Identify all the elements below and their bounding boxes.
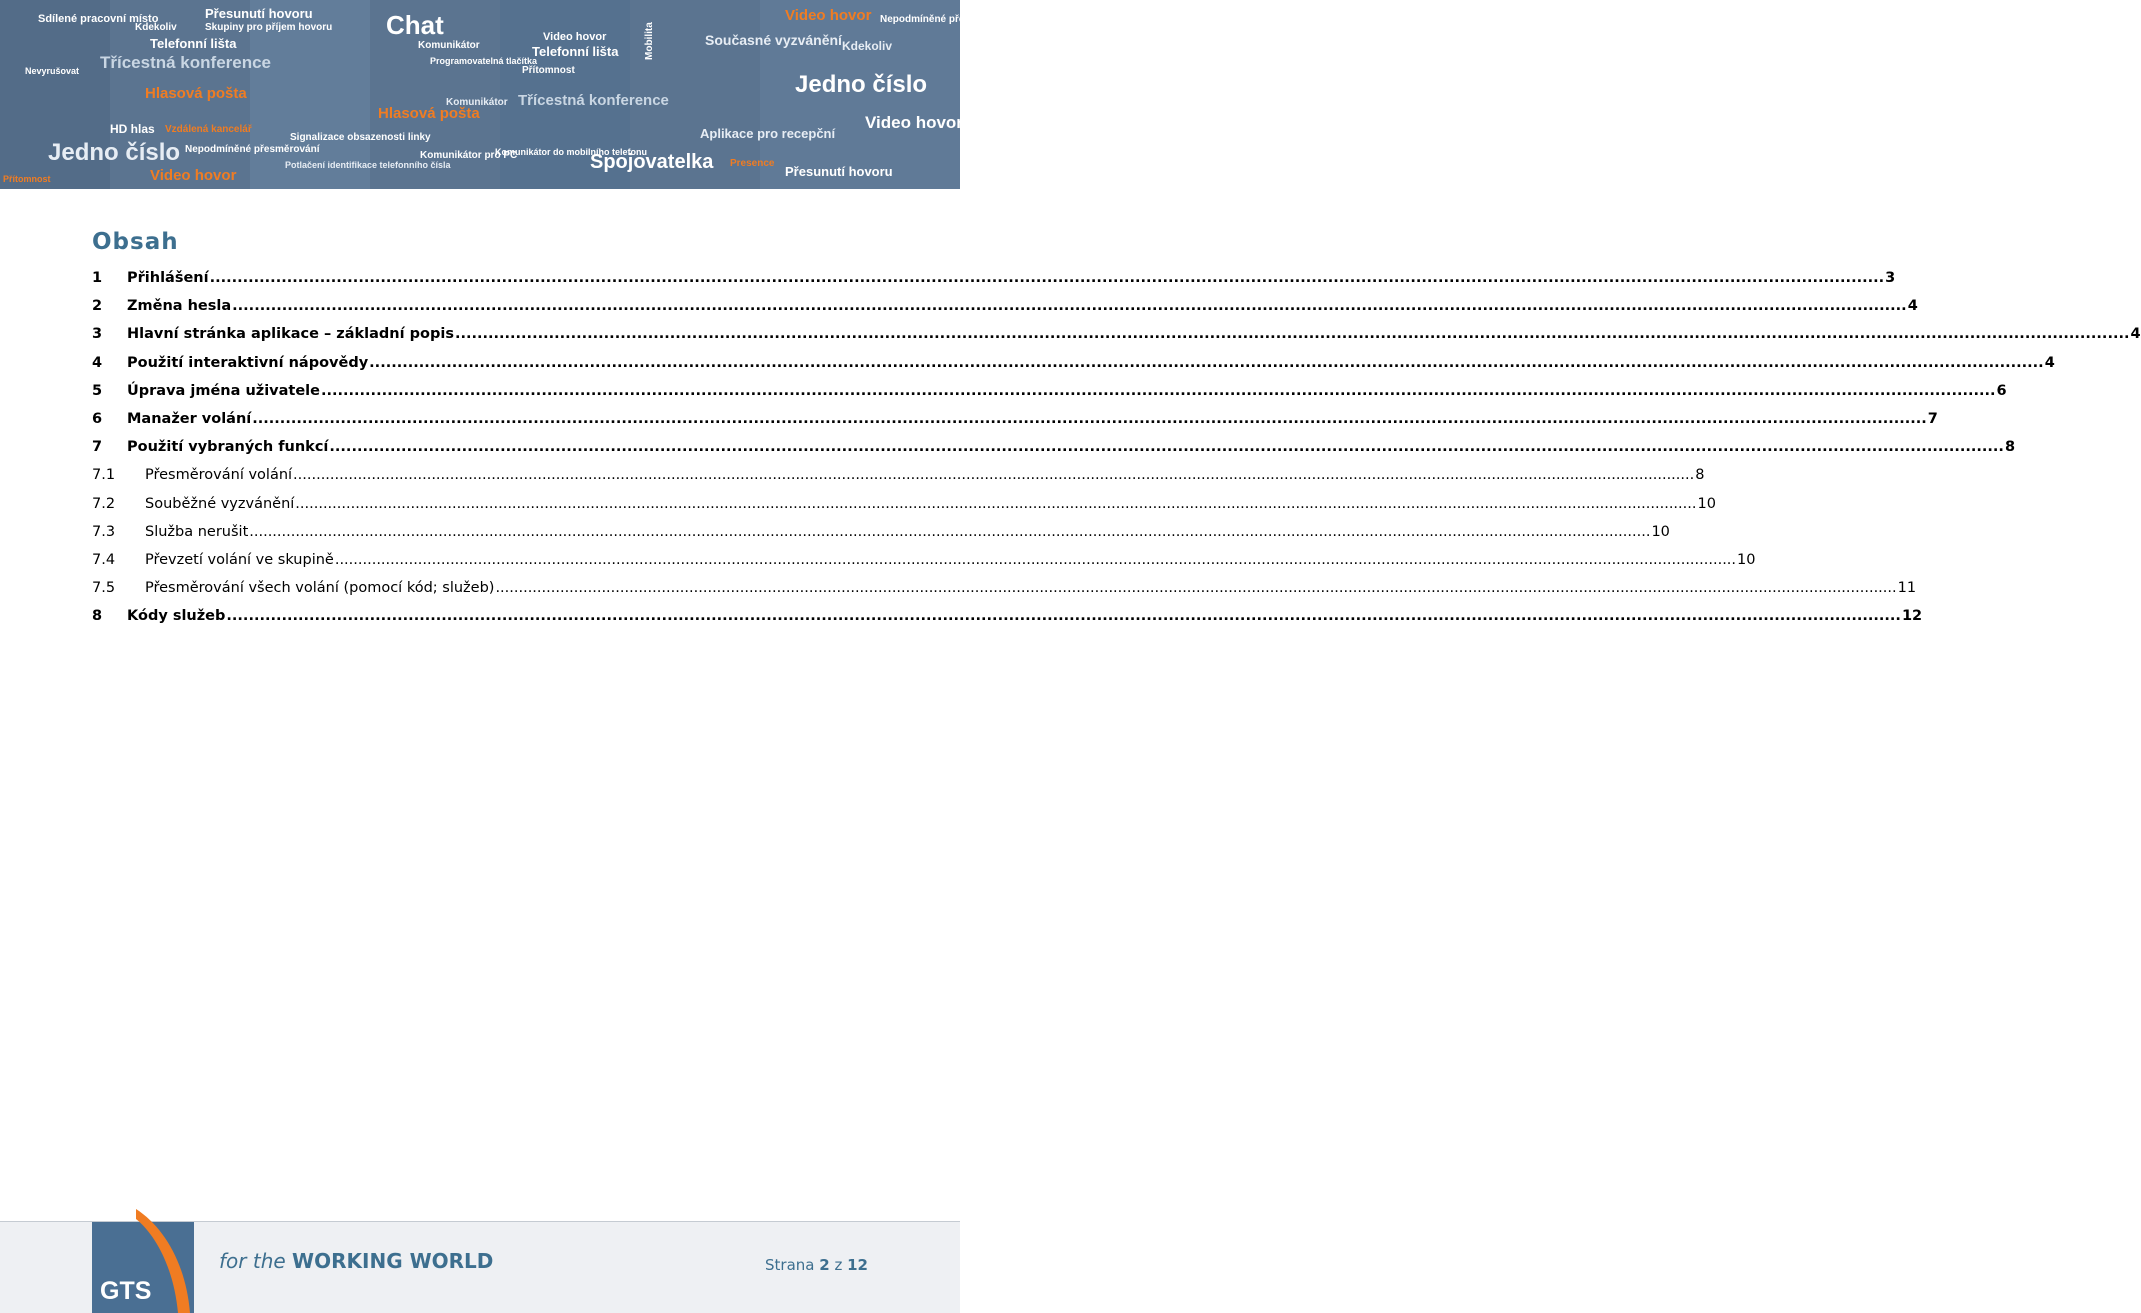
banner-word: Komunikátor do mobilního telefonu (495, 147, 647, 157)
banner-word: Nepodmíněné přesměrování (880, 14, 1015, 25)
toc-entry-title: Použití vybraných funkcí (127, 439, 329, 456)
banner-word: Programovatelná tlačítka (430, 56, 538, 66)
toc-entry-page: 4 (2044, 354, 2055, 371)
toc-entry[interactable] (92, 298, 1918, 326)
banner-word: Hlasová pošta (145, 85, 247, 102)
toc-entry-title: Hlavní stránka aplikace – základní popis (127, 326, 454, 343)
banner-word: Třícestná konference (100, 53, 272, 72)
banner-word: Přesunutí hovoru (785, 164, 893, 179)
banner-word: Sdílené pracovní místo (38, 13, 159, 25)
page-current: 2 (819, 1256, 830, 1274)
tagline-emphasis: WORKING WORLD (292, 1249, 494, 1273)
toc-leader-dots (293, 467, 1694, 483)
logo-text: GTS (100, 1277, 152, 1305)
toc-subentry[interactable] (92, 551, 1756, 580)
banner-word: Telefonní lišta (532, 44, 619, 59)
toc-entry-title: Kódy služeb (127, 608, 226, 625)
toc-leader-dots (232, 298, 1907, 314)
toc-entry-number: 3 (92, 326, 103, 343)
banner-word: Vzdálená kancelář (165, 124, 252, 135)
toc-entry-page: 10 (1737, 551, 1756, 568)
toc-entry-number: 7.5 (92, 580, 116, 597)
toc-entry-number: 1 (92, 270, 103, 286)
toc-subentry[interactable] (92, 467, 1705, 495)
toc-leader-dots (495, 580, 1896, 596)
toc-entry-number: 6 (92, 410, 103, 427)
toc-subentry[interactable] (92, 495, 1716, 524)
banner-word: Komunikátor (446, 97, 508, 108)
toc-leader-dots (321, 383, 1996, 399)
banner-word: Video hovor (865, 113, 963, 132)
toc-entry-title: Použití interaktivní nápovědy (127, 354, 369, 371)
banner-word: Komunikátor pro PC (420, 150, 518, 161)
banner-word: Kdekoliv (135, 22, 177, 33)
banner-word: Mobilita (644, 22, 655, 60)
toc-leader-dots (252, 411, 1927, 427)
toc-entry-number: 7.3 (92, 523, 116, 540)
toc-entry-title: Převzetí volání ve skupině (145, 551, 334, 568)
banner-word: Kdekoliv (842, 39, 893, 53)
banner-word: Třícestná konference (518, 92, 669, 109)
banner-word: Komunikátor (418, 40, 480, 51)
toc-leader-dots (329, 439, 2004, 455)
toc-subentry[interactable] (92, 580, 1917, 608)
banner-word: Video hovor (543, 31, 607, 43)
toc-entry-page: 12 (1901, 608, 1923, 625)
banner-word: Hlasová pošta (378, 105, 480, 122)
page-separator: z (834, 1256, 843, 1274)
header-banner (0, 0, 1015, 189)
banner-word: Potlačení identifikace telefonního čísla (285, 160, 451, 170)
banner-word: Jedno číslo (48, 139, 181, 166)
toc-entry-page: 11 (1897, 580, 1917, 597)
toc-leader-dots (369, 355, 2044, 371)
toc-leader-dots (455, 326, 2130, 342)
toc-entry-page: 7 (1927, 410, 1938, 427)
toc-entry-title: Změna hesla (127, 298, 232, 315)
toc-entry[interactable] (92, 410, 1938, 439)
toc-subentry[interactable] (92, 523, 1670, 552)
toc-entry-title: Přesměrování volání (145, 467, 293, 484)
toc-leader-dots (226, 608, 1901, 624)
toc-entry[interactable] (92, 439, 2016, 467)
toc-entry-page: 10 (1651, 523, 1670, 540)
banner-word: Spojovatelka (590, 151, 714, 173)
banner-word: Video hovor (150, 167, 237, 184)
banner-word: Presence (730, 158, 775, 169)
toc-entry-title: Úprava jména uživatele (127, 382, 320, 399)
banner-word: HD hlas (110, 122, 155, 136)
toc-entry-title: Přesměrování všech volání (pomocí kód; služeb) (145, 580, 495, 597)
banner-word: Skupiny pro příjem hovoru (205, 22, 333, 33)
toc-entry-number: 7 (92, 439, 103, 456)
toc-entry-title: Souběžné vyzvánění (145, 495, 295, 512)
toc-leader-dots (335, 552, 1736, 568)
page-total: 12 (847, 1256, 868, 1274)
toc-entry-page: 4 (1907, 298, 1918, 315)
banner-word: Nevyrušovat (25, 66, 80, 76)
tagline-prefix: for the (219, 1249, 286, 1273)
toc-entry-title: Služba nerušit (145, 523, 249, 540)
toc-entry[interactable] (92, 354, 2055, 383)
banner-word-cloud (0, 0, 1015, 189)
banner-word: Současné vyzvánění (705, 32, 842, 48)
banner-word: Přítomnost (522, 65, 575, 76)
toc-entry-page: 8 (1695, 467, 1705, 484)
toc-entry[interactable] (92, 326, 2141, 354)
toc-entry-page: 6 (1996, 382, 2007, 399)
toc-leader-dots (295, 496, 1696, 512)
toc-entry-title: Manažer volání (127, 410, 252, 427)
toc-leader-dots (249, 524, 1650, 540)
page-label: Strana (765, 1256, 815, 1274)
toc-entry-page: 4 (2130, 326, 2141, 343)
toc-entry-number: 5 (92, 382, 103, 399)
toc-entry-title: Přihlášení (127, 270, 209, 286)
toc-entry-page: 3 (1885, 270, 1896, 286)
banner-word: Nepodmíněné přesměrování (185, 144, 320, 155)
toc-title: Obsah (92, 229, 179, 255)
banner-word: Telefonní lišta (150, 36, 237, 51)
banner-word: Video hovor (785, 7, 872, 24)
toc-entry-number: 7.4 (92, 551, 116, 568)
banner-word: Přesunutí hovoru (205, 6, 313, 21)
banner-word: Přítomnost (3, 174, 51, 184)
toc-entry-number: 8 (92, 608, 103, 625)
toc-entry-page: 8 (2004, 439, 2016, 456)
toc-entry-number: 2 (92, 298, 103, 315)
toc-entry-number: 7.2 (92, 495, 116, 512)
toc-entry[interactable] (92, 270, 1896, 298)
gts-logo (92, 1209, 194, 1313)
toc-leader-dots (210, 270, 1885, 286)
toc-entry-page: 10 (1697, 495, 1716, 512)
banner-word: Chat (386, 10, 444, 40)
table-of-contents (92, 270, 2141, 636)
banner-word: Signalizace obsazenosti linky (290, 132, 431, 143)
footer-tagline (219, 1249, 493, 1273)
banner-word: Aplikace pro recepční (700, 126, 836, 141)
toc-entry[interactable] (92, 608, 1923, 636)
page-number (765, 1256, 868, 1274)
toc-entry-number: 7.1 (92, 467, 116, 484)
banner-word: Jedno číslo (795, 71, 928, 98)
toc-entry[interactable] (92, 382, 2007, 411)
toc-entry-number: 4 (92, 354, 103, 371)
